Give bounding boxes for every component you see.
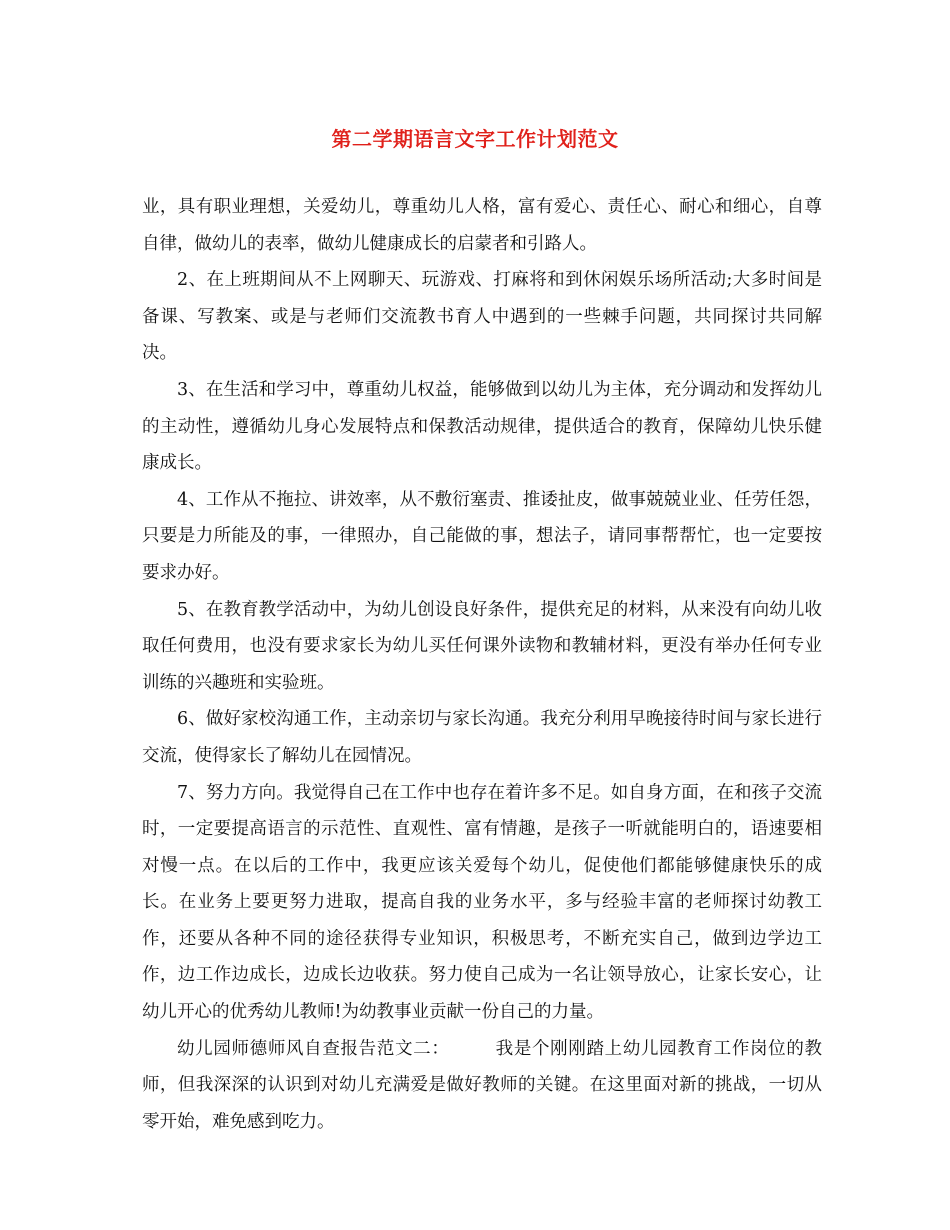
document-body xyxy=(142,189,822,1140)
paragraph-item-3: 3、在生活和学习中，尊重幼儿权益，能够做到以幼儿为主体，充分调动和发挥幼儿的主动性，遵循幼儿身心发展特点和保教活动规律，提供适合的教育，保障幼儿快乐健康成长。 xyxy=(142,379,822,474)
paragraph-item-6: 6、做好家校沟通工作，主动亲切与家长沟通。我充分利用早晚接待时间与家长进行交流，使得家长了解幼儿在园情况。 xyxy=(142,709,822,766)
paragraph-item-7: 7、努力方向。我觉得自己在工作中也存在着许多不足。如自身方面，在和孩子交流时，一定要提高语言的示范性、直观性、富有情趣，是孩子一听就能明白的，语速要相对慢一点。在以后的工作中，我更应该关爱每个幼儿，促使他们都能够健康快乐的成长。在业务上要更努力进取，提高自我的业务水平，多与经验丰富的老师探讨幼教工作，还要从各种不同的途径获得专业知识，积极思考，不断充实自己，做到边学边工作，边工作边成长，边成长边收获。努力使自己成为一名让领导放心，让家长安心，让幼儿开心的优秀幼儿教师!为幼教事业贡献一份自己的力量。 xyxy=(142,782,822,1023)
paragraph-report-two xyxy=(142,1031,822,1141)
report-two-heading: 幼儿园师德师风自查报告范文二： xyxy=(177,1038,450,1059)
paragraph-item-5: 5、在教育教学活动中，为幼儿创设良好条件，提供充足的材料，从来没有向幼儿收取任何费用，也没有要求家长为幼儿买任何课外读物和教辅材料，更没有举办任何专业训练的兴趣班和实验班。 xyxy=(142,599,822,693)
report-two-text: 我是个刚刚踏上幼儿园教育工作岗位的教师，但我深深的认识到对幼儿充满爱是做好教师的关键。在这里面对新的挑战，一切从零开始，难免感到吃力。 xyxy=(142,1038,822,1132)
paragraph-item-2: 2、在上班期间从不上网聊天、玩游戏、打麻将和到休闲娱乐场所活动;大多时间是备课、写教案、或是与老师们交流教书育人中遇到的一些棘手问题，共同探讨共同解决。 xyxy=(142,270,822,364)
paragraph-item-4: 4、工作从不拖拉、讲效率，从不敷衍塞责、推诿扯皮，做事兢兢业业、任劳任怨，只要是力所能及的事，一律照办，自己能做的事，想法子，请同事帮帮忙，也一定要按要求办好。 xyxy=(142,489,822,583)
document-title: 第二学期语言文字工作计划范文 xyxy=(331,127,619,151)
paragraph-continued: 业，具有职业理想，关爱幼儿，尊重幼儿人格，富有爱心、责任心、耐心和细心，自尊自律，做幼儿的表率，做幼儿健康成长的启蒙者和引路人。 xyxy=(142,197,822,254)
